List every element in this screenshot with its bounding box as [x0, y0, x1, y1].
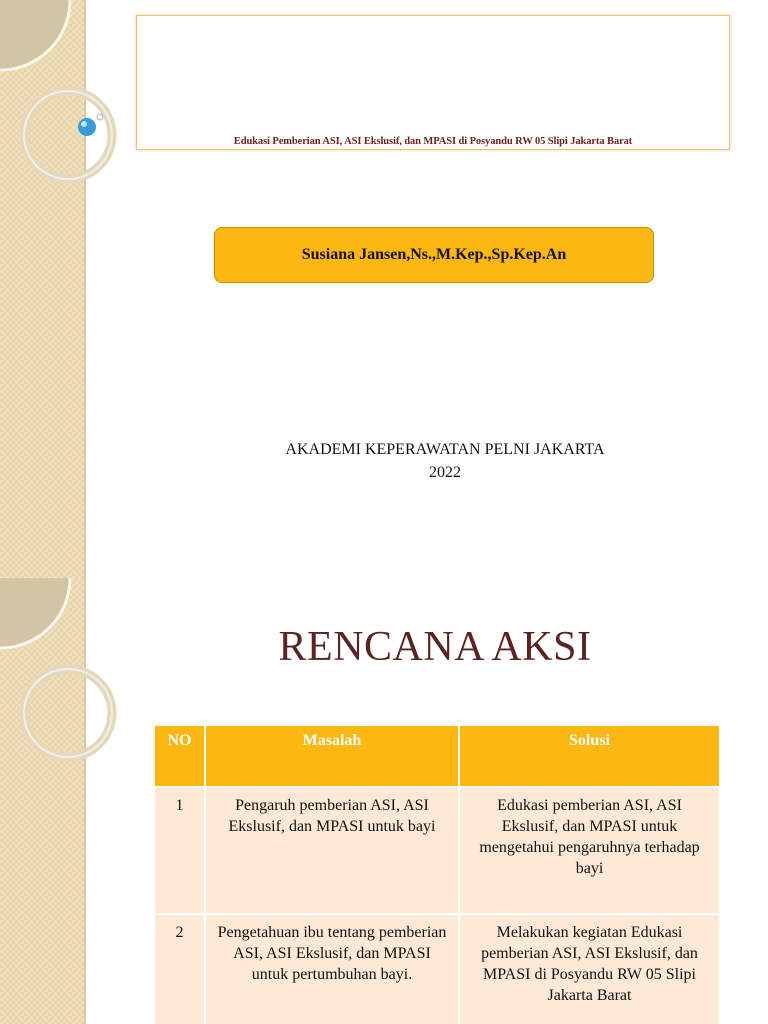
cell-masalah: Pengetahuan ibu tentang pemberian ASI, ASI Ekslusif, dan MPASI untuk pertumbuhan bayi. [205, 914, 459, 1024]
author-name: Susiana Jansen,Ns.,M.Kep.,Sp.Kep.An [301, 246, 567, 263]
table-header-row [154, 725, 720, 787]
author-box [214, 227, 654, 283]
decorative-rings-icon [0, 578, 120, 798]
action-plan-slide [0, 578, 768, 1024]
header-solusi: Solusi [459, 725, 720, 787]
year-label: 2022 [429, 464, 461, 481]
cell-solusi: Melakukan kegiatan Edukasi pemberian ASI, ASI Ekslusif, dan MPASI di Posyandu RW 05 Slipi Jakarta Barat [459, 914, 720, 1024]
cell-no: 2 [154, 914, 205, 1024]
cell-no: 1 [154, 787, 205, 914]
action-plan-table [153, 724, 721, 1024]
header-no: NO [154, 725, 205, 787]
presentation-title: Edukasi Pemberian ASI, ASI Ekslusif, dan MPASI di Posyandu RW 05 Slipi Jakarta Barat [233, 136, 633, 147]
cell-solusi: Edukasi pemberian ASI, ASI Ekslusif, dan MPASI untuk mengetahui pengaruhnya terhadap bayi [459, 787, 720, 914]
cell-masalah: Pengaruh pemberian ASI, ASI Ekslusif, dan MPASI untuk bayi [205, 787, 459, 914]
table-row [154, 914, 720, 1024]
table-row [154, 787, 720, 914]
title-placeholder-box [136, 15, 730, 150]
institution-name: AKADEMI KEPERAWATAN PELNI JAKARTA [285, 441, 605, 458]
slide-heading: RENCANA AKSI [278, 624, 592, 670]
decorative-rings-icon [0, 0, 120, 220]
header-masalah: Masalah [205, 725, 459, 787]
